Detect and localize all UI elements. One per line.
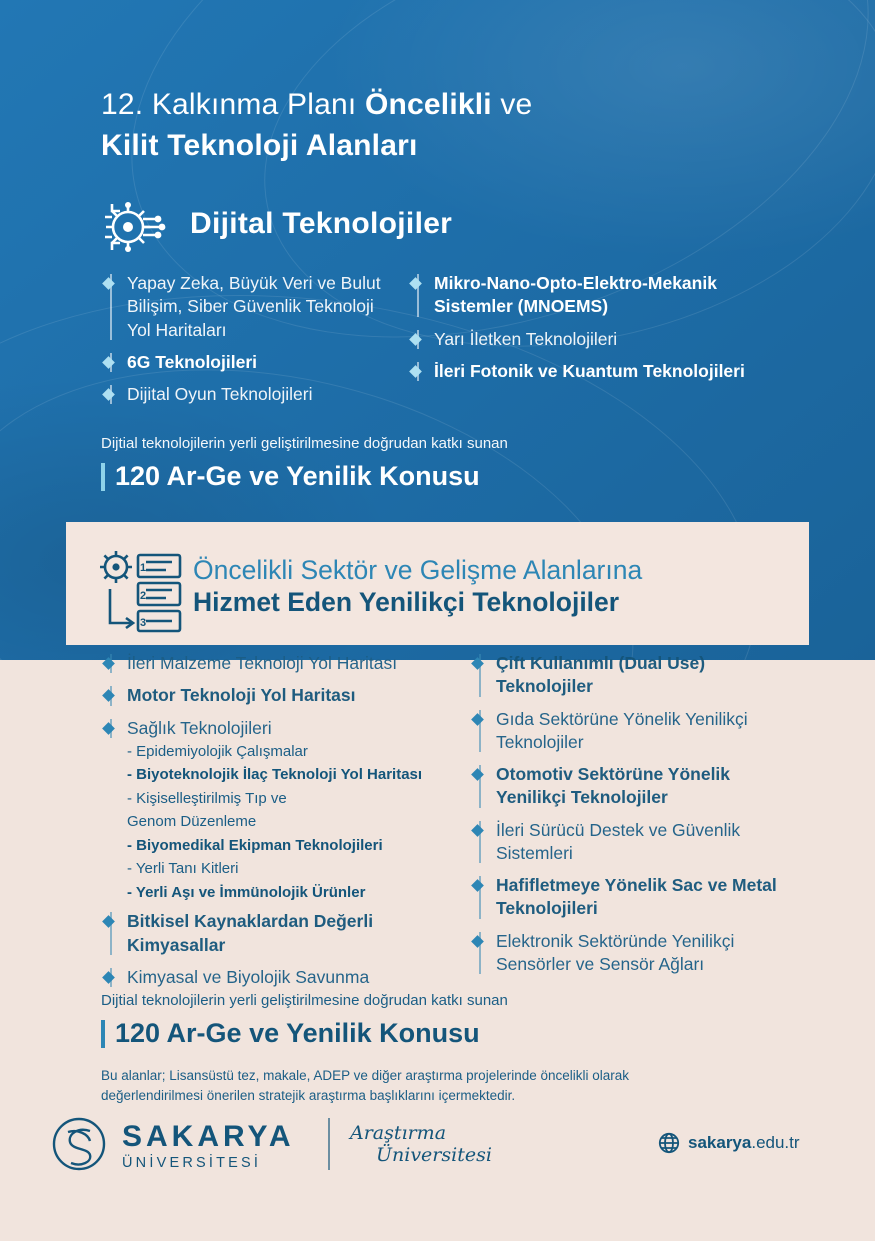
list-item-label: Hafifletmeye Yönelik Sac ve Metal Teknolojileri xyxy=(496,875,777,919)
list-item xyxy=(408,360,788,383)
section1-highlight xyxy=(101,461,480,492)
chip-gear-icon xyxy=(98,197,174,257)
list-item-label: Bitkisel Kaynaklardan Değerli Kimyasallar xyxy=(127,911,374,955)
highlight-bar xyxy=(101,1020,105,1048)
list-item-label: Yapay Zeka, Büyük Veri ve Bulut Bilişim, Siber Güvenlik Teknoloji Yol Haritaları xyxy=(127,273,381,340)
section2-note: Dijtial teknolojilerin yerli geliştirilmesine doğrudan katkı sunan xyxy=(101,992,508,1009)
highlight-bar xyxy=(101,463,105,491)
diamond-bullet-icon xyxy=(409,365,422,378)
list-item xyxy=(470,652,800,699)
svg-text:2: 2 xyxy=(140,590,147,602)
section1-title: Dijital Teknolojiler xyxy=(190,207,453,240)
logo-divider xyxy=(328,1118,330,1170)
sub-list-item-label: - Yerli Tanı Kitleri xyxy=(127,860,239,878)
diamond-bullet-icon xyxy=(471,824,484,837)
section2-highlight-label: 120 Ar-Ge ve Yenilik Konusu xyxy=(115,1018,480,1048)
list-item xyxy=(101,652,461,675)
list-item-label: Kimyasal ve Biyolojik Savunma xyxy=(127,966,370,987)
list-item xyxy=(408,328,788,351)
diamond-bullet-icon xyxy=(102,689,115,702)
section2-column-2 xyxy=(470,652,800,985)
sub-list-item-label: Genom Düzenleme xyxy=(127,813,257,831)
list-item xyxy=(101,351,401,374)
sub-list-item-label: - Biyomedikal Ekipman Teknolojileri xyxy=(127,836,383,854)
logo-subname: ÜNİVERSİTESİ xyxy=(122,1155,262,1171)
website-url-rest: .edu.tr xyxy=(751,1133,800,1152)
section1-highlight-label: 120 Ar-Ge ve Yenilik Konusu xyxy=(115,461,480,491)
sub-list-item-label: - Kişiselleştirilmiş Tıp ve xyxy=(127,789,287,807)
website-link[interactable] xyxy=(658,1132,800,1154)
list-item-label: İleri Fotonik ve Kuantum Teknolojileri xyxy=(434,360,745,381)
list-item xyxy=(408,272,788,319)
globe-icon xyxy=(658,1132,680,1154)
section2-title-line2: Hizmet Eden Yenilikçi Teknolojiler xyxy=(193,587,620,618)
diamond-bullet-icon xyxy=(471,713,484,726)
list-item-label: İleri Malzeme Teknoloji Yol Haritası xyxy=(127,653,398,673)
list-item xyxy=(470,819,800,866)
sub-list-item-label: - Yerli Aşı ve İmmünolojik Ürünler xyxy=(127,883,366,901)
list-item xyxy=(101,717,461,740)
diamond-bullet-icon xyxy=(471,935,484,948)
sub-list-item xyxy=(101,742,461,762)
section1-note: Dijtial teknolojilerin yerli geliştirilmesine doğrudan katkı sunan xyxy=(101,435,508,452)
diamond-bullet-icon xyxy=(102,722,115,735)
diamond-bullet-icon xyxy=(102,388,115,401)
section1-column-1 xyxy=(101,272,401,415)
sub-list-item xyxy=(101,765,461,785)
website-url xyxy=(688,1133,800,1153)
diamond-bullet-icon xyxy=(102,971,115,984)
headline-line1-bold: Öncelikli xyxy=(364,88,492,121)
list-item xyxy=(101,910,461,957)
list-item-label: Yarı İletken Teknolojileri xyxy=(434,328,618,349)
sub-list-item-label: - Epidemiyolojik Çalışmalar xyxy=(127,742,308,760)
sub-list-item xyxy=(101,836,461,856)
list-item xyxy=(101,272,401,342)
sub-list-item xyxy=(101,812,461,832)
footer xyxy=(50,1112,840,1182)
list-item-label: Dijital Oyun Teknolojileri xyxy=(127,384,313,405)
list-item xyxy=(101,966,461,989)
list-item-label: Gıda Sektörüne Yönelik Yenilikçi Teknolojiler xyxy=(496,708,748,752)
headline-line1-pre: 12. Kalkınma Planı xyxy=(101,88,365,121)
diamond-bullet-icon xyxy=(102,356,115,369)
list-item-label: 6G Teknolojileri xyxy=(127,351,257,372)
svg-text:3: 3 xyxy=(140,617,147,629)
research-university-script xyxy=(350,1122,530,1166)
page-title xyxy=(101,84,801,166)
sub-list-item xyxy=(101,859,461,879)
list-item-label: Mikro-Nano-Opto-Elektro-Mekanik Sistemler (MNOEMS) xyxy=(434,273,717,317)
document-list-gear-icon xyxy=(96,549,184,633)
list-item xyxy=(470,763,800,810)
diamond-bullet-icon xyxy=(409,277,422,290)
list-item-label: İleri Sürücü Destek ve Güvenlik Sistemleri xyxy=(496,819,741,863)
website-url-bold: sakarya xyxy=(688,1133,752,1152)
list-item-label: Motor Teknoloji Yol Haritası xyxy=(127,685,356,706)
diamond-bullet-icon xyxy=(471,768,484,781)
list-item-label: Sağlık Teknolojileri xyxy=(127,717,272,738)
list-item-label: Çift Kullanımlı (Dual Use) Teknolojiler xyxy=(496,653,706,697)
script-line2: Üniversitesi xyxy=(376,1144,492,1166)
svg-text:1: 1 xyxy=(140,562,147,574)
headline-line1-post: ve xyxy=(491,88,533,121)
list-item-label: Otomotiv Sektörüne Yönelik Yenilikçi Teknolojiler xyxy=(496,764,731,808)
diamond-bullet-icon xyxy=(409,333,422,346)
list-item xyxy=(470,930,800,977)
diamond-bullet-icon xyxy=(102,277,115,290)
university-logo-icon xyxy=(50,1116,112,1172)
sub-list-item xyxy=(101,789,461,809)
diamond-bullet-icon xyxy=(471,879,484,892)
logo-name: SAKARYA xyxy=(122,1120,295,1153)
sub-list-item-label: - Biyoteknolojik İlaç Teknoloji Yol Haritası xyxy=(127,766,423,784)
section2-column-1 xyxy=(101,652,461,998)
section2-highlight xyxy=(101,1018,480,1049)
list-item xyxy=(101,383,401,406)
list-item xyxy=(470,708,800,755)
fineprint-note: Bu alanlar; Lisansüstü tez, makale, ADEP ve diğer araştırma projelerinde öncelikli olarak değerlendirilmesi önerilen stratejik araştırma başlıklarını içermektedir. xyxy=(101,1068,630,1104)
section2-title xyxy=(193,554,813,619)
university-logo-text xyxy=(122,1120,294,1171)
section1-column-2 xyxy=(408,272,788,392)
section2-title-line1: Öncelikli Sektör ve Gelişme Alanlarına xyxy=(193,555,643,585)
headline-line2: Kilit Teknoloji Alanları xyxy=(101,129,418,163)
script-line1: Araştırma xyxy=(350,1122,447,1144)
diamond-bullet-icon xyxy=(102,915,115,928)
diamond-bullet-icon xyxy=(102,657,115,670)
list-item xyxy=(101,684,461,707)
list-item-label: Elektronik Sektöründe Yenilikçi Sensörler ve Sensör Ağları xyxy=(496,930,735,974)
list-item xyxy=(470,874,800,921)
diamond-bullet-icon xyxy=(471,657,484,670)
sub-list-item xyxy=(101,883,461,903)
